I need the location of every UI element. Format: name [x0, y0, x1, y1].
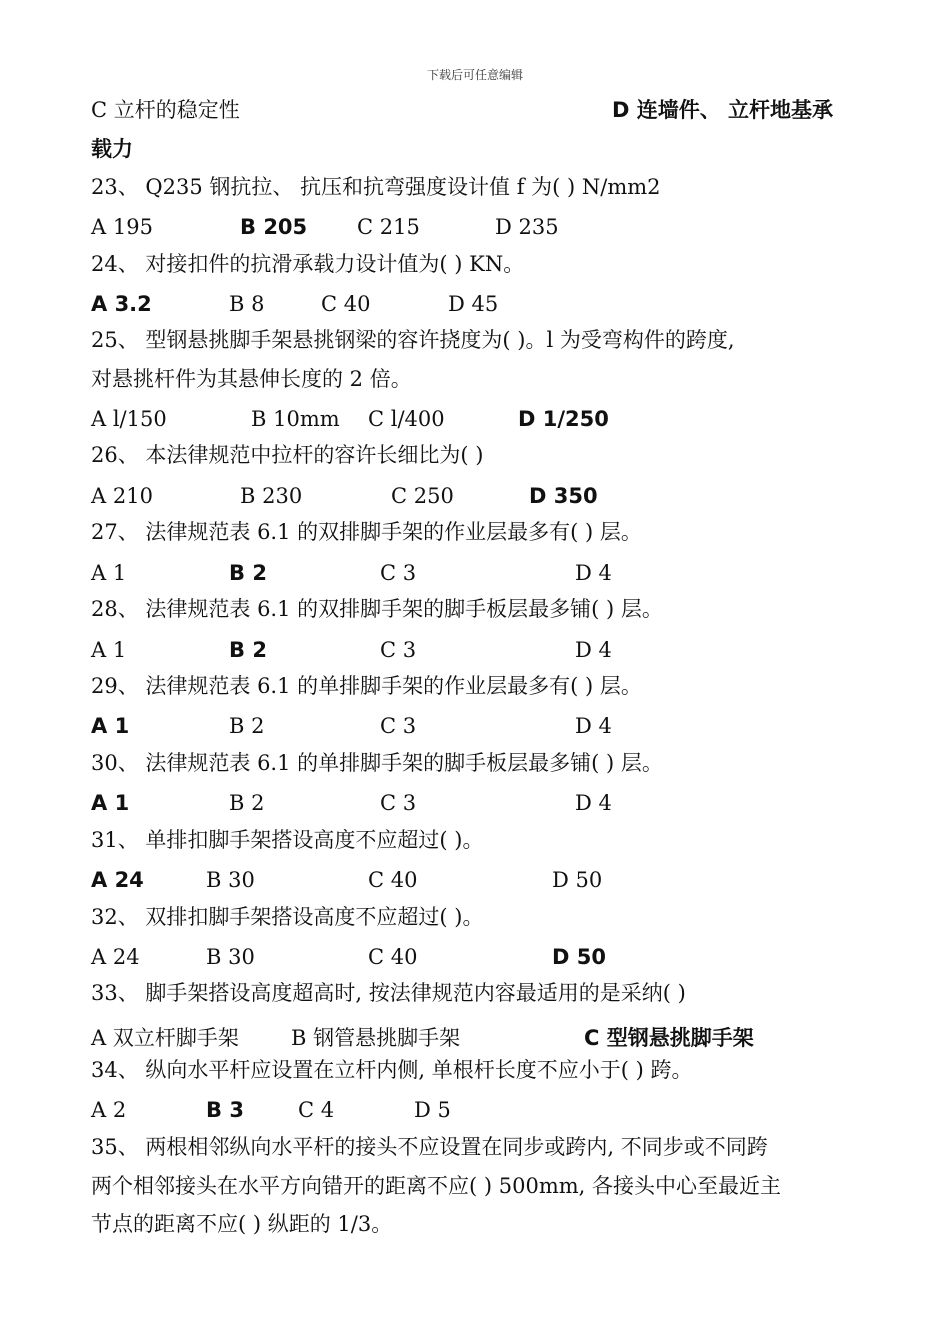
option-a: A 双立杆脚手架 [91, 1026, 239, 1050]
question-25-cont: 对悬挑杆件为其悬伸长度的 2 倍。 [91, 367, 412, 391]
question-25: 25、 型钢悬挑脚手架悬挑钢梁的容许挠度为( )。l 为受弯构件的跨度, [91, 328, 735, 352]
option-d: D 4 [575, 791, 612, 815]
options-30 [91, 791, 891, 815]
options-27 [91, 561, 891, 585]
option-d: D 350 [529, 484, 598, 508]
option-c: C 40 [368, 868, 418, 892]
options-31 [91, 868, 891, 892]
option-b: B 10mm [251, 407, 340, 431]
option-a: A 1 [91, 714, 130, 738]
option-b: B 钢管悬挑脚手架 [291, 1026, 461, 1050]
option-c: C 3 [380, 638, 417, 662]
question-31: 31、 单排扣脚手架搭设高度不应超过( )。 [91, 828, 484, 852]
options-32 [91, 945, 891, 969]
option-d: D 235 [495, 215, 559, 239]
option-b: B 30 [206, 945, 255, 969]
option-b: B 2 [229, 714, 265, 738]
options-33 [91, 1022, 891, 1050]
question-28: 28、 法律规范表 6.1 的双排脚手架的脚手板层最多铺( ) 层。 [91, 597, 663, 621]
option-c: C 215 [357, 215, 420, 239]
option-b: B 2 [229, 561, 267, 585]
option-d: D 45 [448, 292, 499, 316]
option-b: B 2 [229, 791, 265, 815]
option-a: A 1 [91, 561, 127, 585]
option-d: D 4 [575, 638, 612, 662]
page-header: 下载后可任意编辑 [426, 68, 523, 82]
q22-option-c: C 立杆的稳定性 [91, 98, 240, 122]
question-35-cont-2: 节点的距离不应( ) 纵距的 1/3。 [91, 1212, 393, 1236]
question-26: 26、 本法律规范中拉杆的容许长细比为( ) [91, 443, 484, 467]
option-a: A 3.2 [91, 292, 152, 316]
option-d: D 4 [575, 714, 612, 738]
option-c: C 40 [368, 945, 418, 969]
question-30: 30、 法律规范表 6.1 的单排脚手架的脚手板层最多铺( ) 层。 [91, 751, 663, 775]
question-24: 24、 对接扣件的抗滑承载力设计值为( ) KN。 [91, 252, 525, 276]
option-c: C 型钢悬挑脚手架 [584, 1026, 754, 1050]
option-a: A 2 [91, 1098, 127, 1122]
option-c: C 3 [380, 714, 417, 738]
question-35: 35、 两根相邻纵向水平杆的接头不应设置在同步或跨内, 不同步或不同跨 [91, 1135, 768, 1159]
option-c: C 4 [298, 1098, 335, 1122]
option-a: A l/150 [91, 407, 167, 431]
option-a: A 1 [91, 791, 130, 815]
option-b: B 3 [206, 1098, 244, 1122]
option-d: D 5 [414, 1098, 451, 1122]
options-25 [91, 407, 891, 431]
option-c: C 40 [321, 292, 371, 316]
question-29: 29、 法律规范表 6.1 的单排脚手架的作业层最多有( ) 层。 [91, 674, 642, 698]
options-34 [91, 1098, 891, 1122]
question-32: 32、 双排扣脚手架搭设高度不应超过( )。 [91, 905, 484, 929]
option-a: A 24 [91, 945, 140, 969]
option-b: B 8 [229, 292, 265, 316]
question-23: 23、 Q235 钢抗拉、 抗压和抗弯强度设计值 f 为( ) N/mm2 [91, 175, 661, 199]
question-33: 33、 脚手架搭设高度超高时, 按法律规范内容最适用的是采纳( ) [91, 981, 686, 1005]
option-c: C 250 [391, 484, 454, 508]
option-a: A 1 [91, 638, 127, 662]
option-c: C 3 [380, 791, 417, 815]
options-23 [91, 215, 891, 239]
option-d: D 50 [552, 945, 606, 969]
option-b: B 2 [229, 638, 267, 662]
option-d: D 50 [552, 868, 603, 892]
option-c: C l/400 [368, 407, 445, 431]
options-24 [91, 292, 891, 316]
options-28 [91, 638, 891, 662]
question-35-cont: 两个相邻接头在水平方向错开的距离不应( ) 500mm, 各接头中心至最近主 [91, 1174, 781, 1198]
option-d: D 4 [575, 561, 612, 585]
option-d: D 1/250 [518, 407, 609, 431]
question-34: 34、 纵向水平杆应设置在立杆内侧, 单根杆长度不应小于( ) 跨。 [91, 1058, 693, 1082]
option-b: B 205 [240, 215, 308, 239]
option-a: A 210 [91, 484, 153, 508]
option-a: A 195 [91, 215, 153, 239]
options-26 [91, 484, 891, 508]
q22-option-d: D 连墙件、 立杆地基承 [612, 98, 834, 122]
option-a: A 24 [91, 868, 144, 892]
q22-option-d-cont: 载力 [91, 137, 133, 161]
options-29 [91, 714, 891, 738]
option-c: C 3 [380, 561, 417, 585]
option-b: B 230 [240, 484, 303, 508]
question-27: 27、 法律规范表 6.1 的双排脚手架的作业层最多有( ) 层。 [91, 520, 642, 544]
option-b: B 30 [206, 868, 255, 892]
